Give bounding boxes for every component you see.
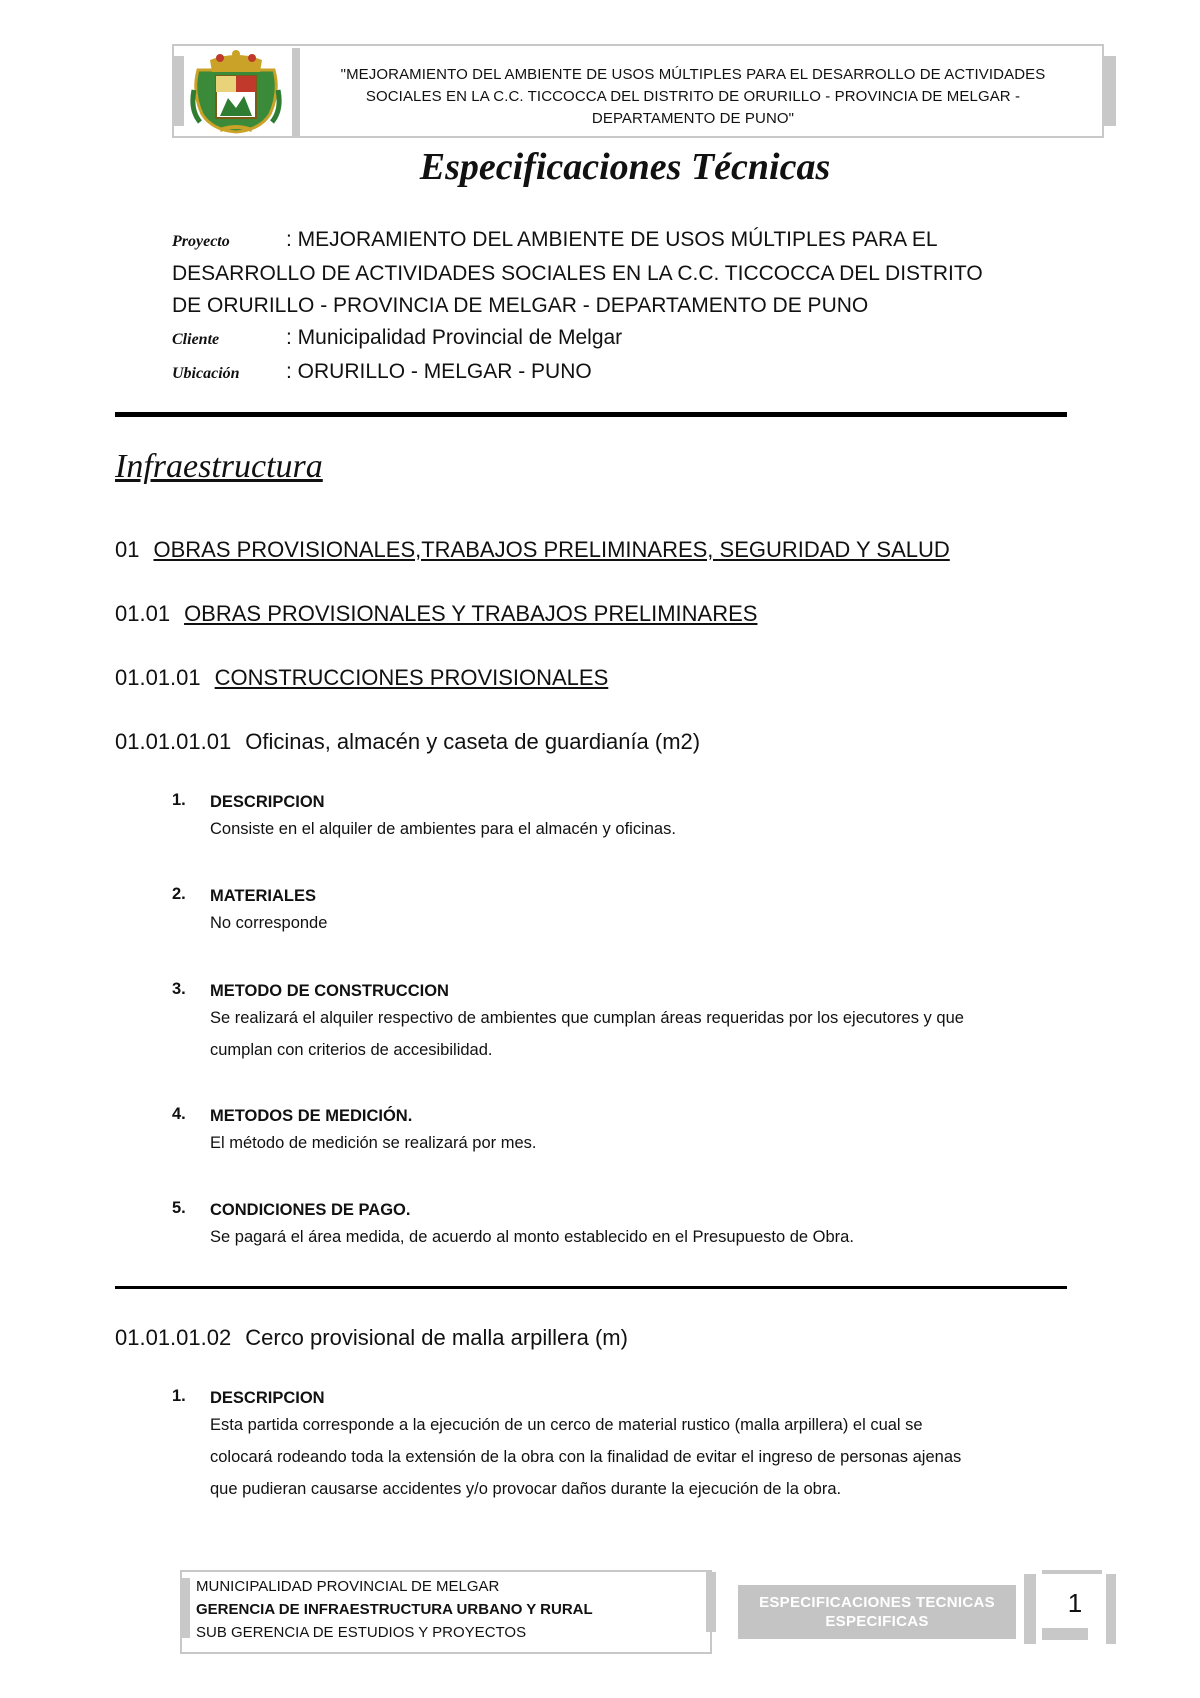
spec-item-heading: METODOS DE MEDICIÓN. [210,1107,413,1125]
header-title-line: DEPARTAMENTO DE PUNO" [591,110,795,127]
page-bar-right [1106,1574,1116,1644]
heading-number: 01.01.01.02 [115,1325,232,1350]
heading-number: 01.01 [115,601,171,626]
spec-item-line: No corresponde [210,914,328,932]
meta-ubicacion-value: : ORURILLO - MELGAR - PUNO [286,360,592,383]
spec-item-line: Esta partida corresponde a la ejecución de un cerco de material rustico (malla arpillera) el cual se [210,1416,923,1434]
meta-proyecto-row [172,224,1052,258]
spec-item [172,791,1067,845]
heading-text: OBRAS PROVISIONALES,TRABAJOS PRELIMINARES, SEGURIDAD Y SALUD [153,537,950,562]
footer-bar-right [706,1572,716,1632]
heading-text: CONSTRUCCIONES PROVISIONALES [214,665,609,690]
spec-item-body [210,907,1067,939]
footer-line: MUNICIPALIDAD PROVINCIAL DE MELGAR [196,1578,500,1595]
spec-item-number: 5. [172,1199,186,1217]
page-bar-top [1042,1570,1102,1574]
footer-institution [196,1575,593,1644]
meta-cliente-row [172,322,1052,356]
divider-thick [115,412,1067,417]
heading-number: 01 [115,537,140,562]
section-title: Infraestructura [115,448,323,485]
header-project-title [306,64,1080,130]
municipal-coat-of-arms-icon [190,50,282,134]
footer-bar-left [180,1578,190,1638]
spec-item-number: 2. [172,885,186,903]
divider-thin [115,1286,1067,1289]
footer-section-badge [738,1585,1016,1639]
meta-ubicacion-row [172,356,1052,390]
spec-item [172,1387,1067,1505]
heading-level-3 [115,665,608,691]
heading-number: 01.01.01 [115,665,201,690]
project-meta [172,224,1052,390]
spec-item-line: que pudieran causarse accidentes y/o provocar daños durante la ejecución de la obra. [210,1480,842,1498]
meta-proyecto-line: DESARROLLO DE ACTIVIDADES SOCIALES EN LA C.C. TICCOCCA DEL DISTRITO [172,262,983,285]
header-title-line: "MEJORAMIENTO DEL AMBIENTE DE USOS MÚLTIPLES PARA EL DESARROLLO DE ACTIVIDADES [340,66,1046,83]
header-bar-divider [292,48,300,136]
spec-item-heading: DESCRIPCION [210,1389,325,1407]
page-number: 1 [1067,1588,1083,1618]
spec-item-body [210,813,1067,845]
meta-ubicacion-label: Ubicación [172,365,240,382]
heading-text: OBRAS PROVISIONALES Y TRABAJOS PRELIMINARES [184,601,758,626]
heading-level-2 [115,601,757,627]
header-bar-left [172,56,184,126]
heading-text: Oficinas, almacén y caseta de guardianía (m2) [245,729,701,754]
page-bar-left [1024,1574,1036,1644]
heading-text: Cerco provisional de malla arpillera (m) [245,1325,628,1350]
spec-item-line: colocará rodeando toda la extensión de la obra con la finalidad de evitar el ingreso de personas ajenas [210,1448,962,1466]
document-title: Especificaciones Técnicas [419,146,831,188]
spec-item-heading: CONDICIONES DE PAGO. [210,1201,411,1219]
spec-item-heading: MATERIALES [210,887,317,905]
heading-level-4 [115,1325,628,1351]
spec-item-number: 4. [172,1105,186,1123]
footer-line: GERENCIA DE INFRAESTRUCTURA URBANO Y RURAL [196,1601,593,1618]
spec-item-number: 1. [172,1387,186,1405]
spec-item-body [210,1409,1067,1505]
spec-item-number: 3. [172,980,186,998]
badge-line: ESPECIFICACIONES TECNICAS [759,1594,995,1611]
header-title-line: SOCIALES EN LA C.C. TICCOCCA DEL DISTRITO DE ORURILLO - PROVINCIA DE MELGAR - [365,88,1021,105]
spec-item-heading: METODO DE CONSTRUCCION [210,982,449,1000]
page-bar-bottom [1042,1628,1088,1640]
meta-proyecto-value: : MEJORAMIENTO DEL AMBIENTE DE USOS MÚLTIPLES PARA EL [286,228,938,251]
spec-item-body [210,1127,1067,1159]
meta-cliente-value: : Municipalidad Provincial de Melgar [286,326,623,349]
heading-level-4 [115,729,700,755]
meta-proyecto-label: Proyecto [172,233,230,250]
spec-item-body [210,1221,1067,1253]
footer-line: SUB GERENCIA DE ESTUDIOS Y PROYECTOS [196,1624,527,1641]
spec-item-line: Se realizará el alquiler respectivo de ambientes que cumplan áreas requeridas por los ejecutores y que [210,1009,964,1027]
spec-item-line: El método de medición se realizará por mes. [210,1134,537,1152]
spec-item [172,885,1067,939]
spec-item-heading: DESCRIPCION [210,793,325,811]
header-bar-right [1102,56,1116,126]
meta-cliente-label: Cliente [172,331,220,348]
badge-line: ESPECIFICAS [825,1613,929,1630]
spec-item-body [210,1002,1067,1066]
heading-level-1 [115,537,950,563]
spec-item-number: 1. [172,791,186,809]
spec-item-line: cumplan con criterios de accesibilidad. [210,1041,493,1059]
spec-item [172,980,1067,1066]
spec-item-line: Consiste en el alquiler de ambientes para el almacén y oficinas. [210,820,676,838]
spec-item-line: Se pagará el área medida, de acuerdo al monto establecido en el Presupuesto de Obra. [210,1228,854,1246]
meta-proyecto-line: DE ORURILLO - PROVINCIA DE MELGAR - DEPARTAMENTO DE PUNO [172,294,869,317]
spec-item [172,1199,1067,1253]
heading-number: 01.01.01.01 [115,729,232,754]
spec-item [172,1105,1067,1159]
